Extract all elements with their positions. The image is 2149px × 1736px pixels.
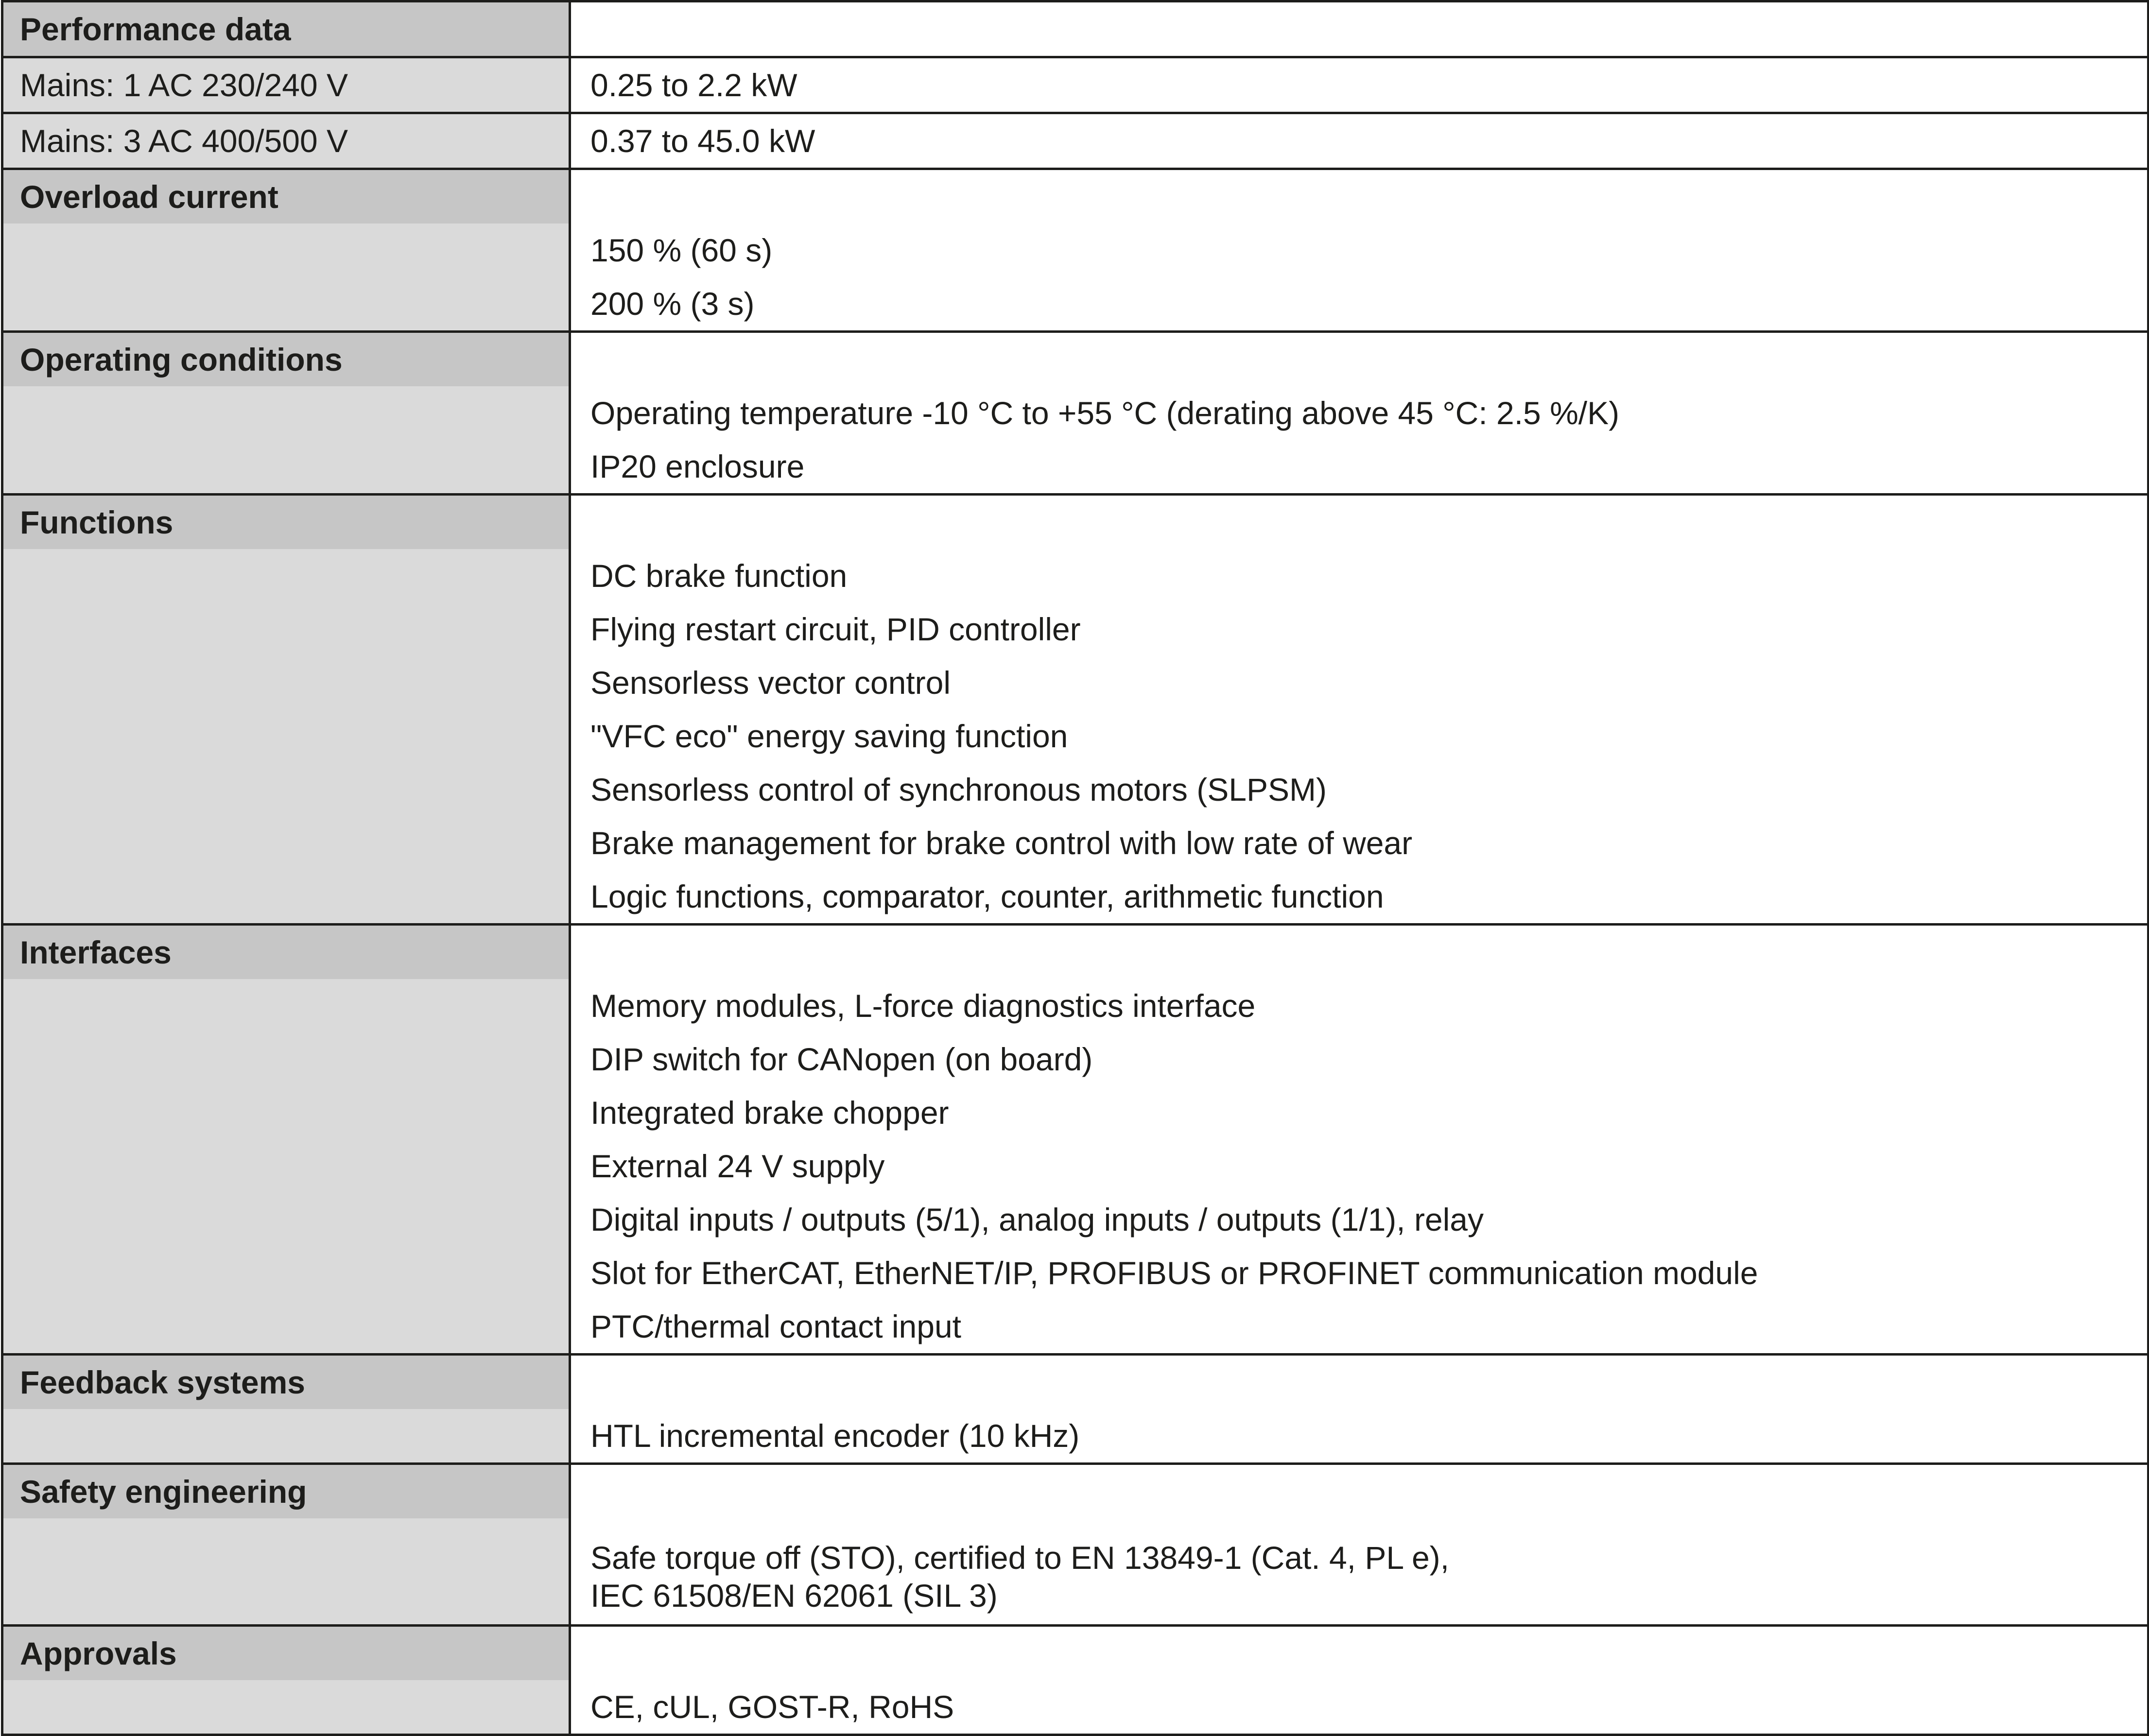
section-operating-conditions [2, 332, 2149, 495]
list-item: PTC/thermal contact input [590, 1308, 961, 1344]
section-heading: Safety engineering [3, 1465, 569, 1518]
row-label-cell [2, 57, 570, 113]
section-value-cell [570, 1464, 2149, 1626]
list-item: HTL incremental encoder (10 kHz) [590, 1418, 1080, 1454]
section-heading: Overload current [3, 170, 569, 223]
list-item: Integrated brake chopper [590, 1095, 949, 1131]
list-item: DIP switch for CANopen (on board) [590, 1041, 1093, 1077]
specifications-table [1, 0, 2149, 1736]
list-item: IP20 enclosure [590, 448, 805, 484]
table-row [2, 113, 2149, 169]
section-overload-current [2, 169, 2149, 332]
list-item: 150 % (60 s) [590, 232, 773, 268]
list-item: Slot for EtherCAT, EtherNET/IP, PROFIBUS or PROFINET communication module [590, 1255, 1758, 1291]
section-value-cell [570, 1355, 2149, 1464]
list-item: CE, cUL, GOST-R, RoHS [590, 1689, 954, 1725]
list-item: Logic functions, comparator, counter, arithmetic function [590, 878, 1384, 914]
list-item: Operating temperature -10 °C to +55 °C (derating above 45 °C: 2.5 %/K) [590, 395, 1620, 431]
section-heading: Functions [3, 496, 569, 549]
safety-text [571, 1518, 2147, 1624]
list-item: DC brake function [590, 558, 848, 594]
list-item: Brake management for brake control with low rate of wear [590, 825, 1413, 861]
section-heading: Approvals [3, 1627, 569, 1680]
section-label-cell [2, 1626, 570, 1735]
row-value: 0.37 to 45.0 kW [590, 123, 815, 159]
row-value: 0.25 to 2.2 kW [590, 67, 797, 103]
section-feedback-systems [2, 1355, 2149, 1464]
section-interfaces [2, 925, 2149, 1355]
section-label-cell [2, 1, 570, 57]
text-line: IEC 61508/EN 62061 (SIL 3) [590, 1578, 998, 1614]
section-label-cell [2, 332, 570, 495]
list-item: Flying restart circuit, PID controller [590, 611, 1081, 647]
section-label-cell [2, 495, 570, 925]
list-item: Sensorless control of synchronous motors (SLPSM) [590, 772, 1327, 808]
section-heading: Feedback systems [3, 1356, 569, 1409]
section-value-cell [570, 1626, 2149, 1735]
section-value-cell [570, 925, 2149, 1355]
section-heading: Performance data [3, 2, 569, 56]
row-value-cell [570, 57, 2149, 113]
section-approvals [2, 1626, 2149, 1735]
text-line: Safe torque off (STO), certified to EN 13849-1 (Cat. 4, PL e), [590, 1540, 1449, 1576]
list-item: Sensorless vector control [590, 665, 951, 701]
row-label: Mains: 3 AC 400/500 V [20, 123, 348, 159]
section-label-cell [2, 1355, 570, 1464]
section-heading: Operating conditions [3, 333, 569, 386]
list-item: 200 % (3 s) [590, 286, 755, 322]
list-item: External 24 V supply [590, 1148, 885, 1184]
table-row [2, 57, 2149, 113]
section-safety-engineering [2, 1464, 2149, 1626]
row-label: Mains: 1 AC 230/240 V [20, 67, 348, 103]
section-value-cell [570, 169, 2149, 332]
section-value-cell [570, 1, 2149, 57]
section-heading: Interfaces [3, 926, 569, 979]
section-functions [2, 495, 2149, 925]
section-label-cell [2, 925, 570, 1355]
section-value-cell [570, 495, 2149, 925]
row-label-cell [2, 113, 570, 169]
section-label-cell [2, 1464, 570, 1626]
list-item: "VFC eco" energy saving function [590, 718, 1068, 754]
list-item: Digital inputs / outputs (5/1), analog inputs / outputs (1/1), relay [590, 1202, 1484, 1238]
list-item: Memory modules, L-force diagnostics interface [590, 988, 1256, 1024]
row-value-cell [570, 113, 2149, 169]
section-label-cell [2, 169, 570, 332]
section-value-cell [570, 332, 2149, 495]
section-performance-data [2, 1, 2149, 57]
